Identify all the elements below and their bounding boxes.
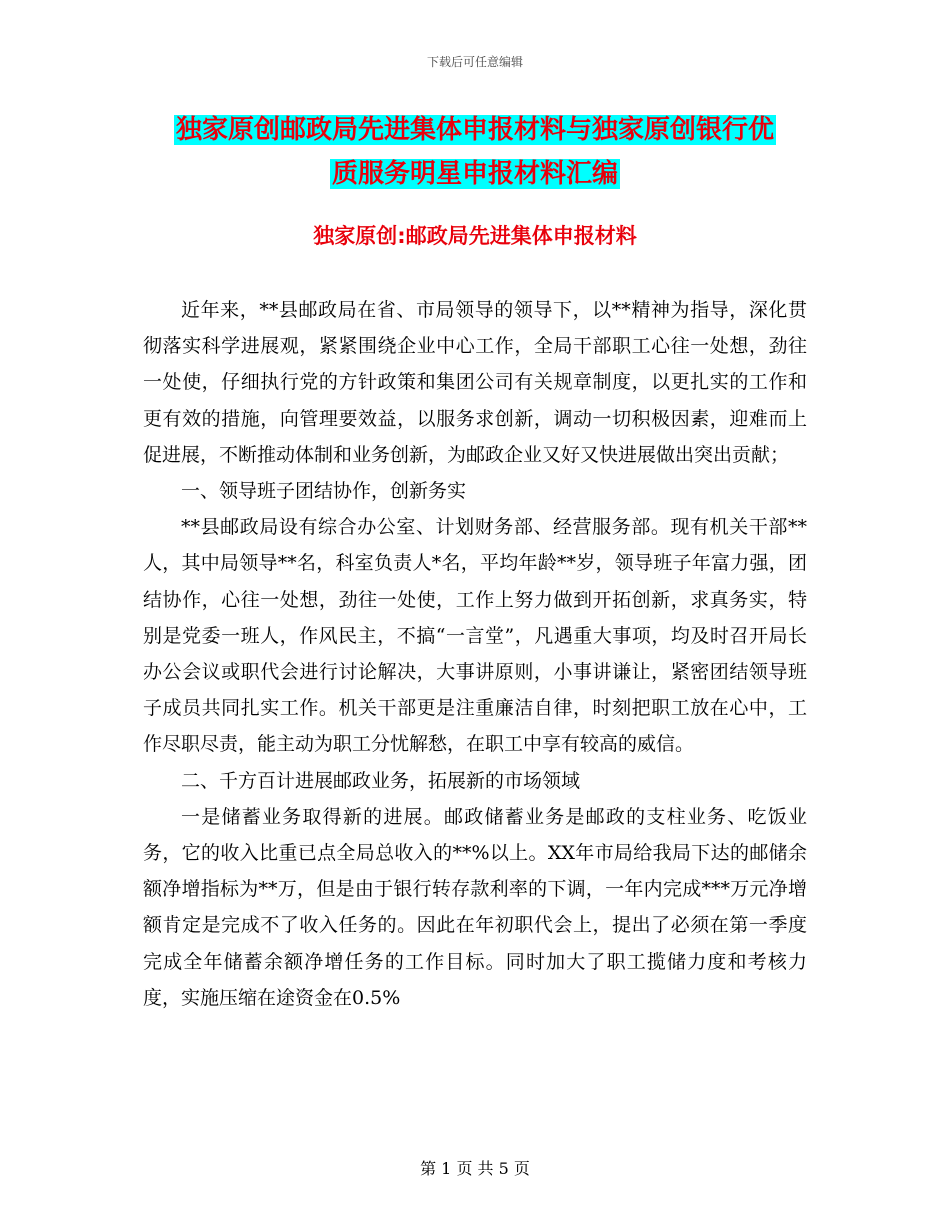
heading-business: 二、千方百计进展邮政业务，拓展新的市场领域: [181, 769, 581, 792]
heading-leadership: 一、领导班子团结协作，创新务实: [181, 480, 467, 503]
paragraph-leadership: **县邮政局设有综合办公室、计划财务部、经营服务部。现有机关干部**人，其中局领导**名，科室负责人*名，平均年龄**岁，领导班子年富力强，团结协作，心往一处想，劲往一处使，工作上努力做到开拓创新，求真务实，特别是党委一班人，作风民主，不搞“一言堂”，凡遇重大事项，均及时召开局长办公会议或职代会进行讨论解决，大事讲原则，小事讲谦让，紧密团结领导班子成员共同扎实工作。机关干部更是注重廉洁自律，时刻把职工放在心中，工作尽职尽责，能主动为职工分忧解愁，在职工中享有较高的威信。: [143, 516, 807, 756]
page-footer: 第 1 页 共 5 页: [420, 1159, 530, 1178]
main-title-text-2: 质服务明星申报材料汇编: [331, 159, 618, 189]
main-title-line-2: [0, 152, 950, 196]
section-title: 独家原创:邮政局先进集体申报材料: [313, 224, 637, 248]
header-note: 下载后可任意编辑: [426, 55, 523, 69]
body-text: [143, 292, 807, 1016]
paragraph-intro: 近年来，**县邮政局在省、市局领导的领导下，以**精神为指导，深化贯彻落实科学进展观，紧紧围绕企业中心工作，全局干部职工心往一处想，劲往一处使，仔细执行党的方针政策和集团公司有关规章制度，以更扎实的工作和更有效的措施，向管理要效益，以服务求创新，调动一切积极因素，迎难而上促进展，不断推动体制和业务创新，为邮政企业又好又快进展做出突出贡献；: [143, 299, 807, 466]
main-title-line-1: [0, 108, 950, 152]
main-title-text-1: 独家原创邮政局先进集体申报材料与独家原创银行优: [175, 115, 774, 145]
paragraph-savings: 一是储蓄业务取得新的进展。邮政储蓄业务是邮政的支柱业务、吃饭业务，它的收入比重已点全局总收入的**%以上。XX年市局给我局下达的邮储余额净增指标为**万，但是由于银行转存款利率的下调，一年内完成***万元净增额肯定是完成不了收入任务的。因此在年初职代会上，提出了必须在第一季度完成全年储蓄余额净增任务的工作目标。同时加大了职工揽储力度和考核力度，实施压缩在途资金在0.5%: [143, 805, 807, 1009]
